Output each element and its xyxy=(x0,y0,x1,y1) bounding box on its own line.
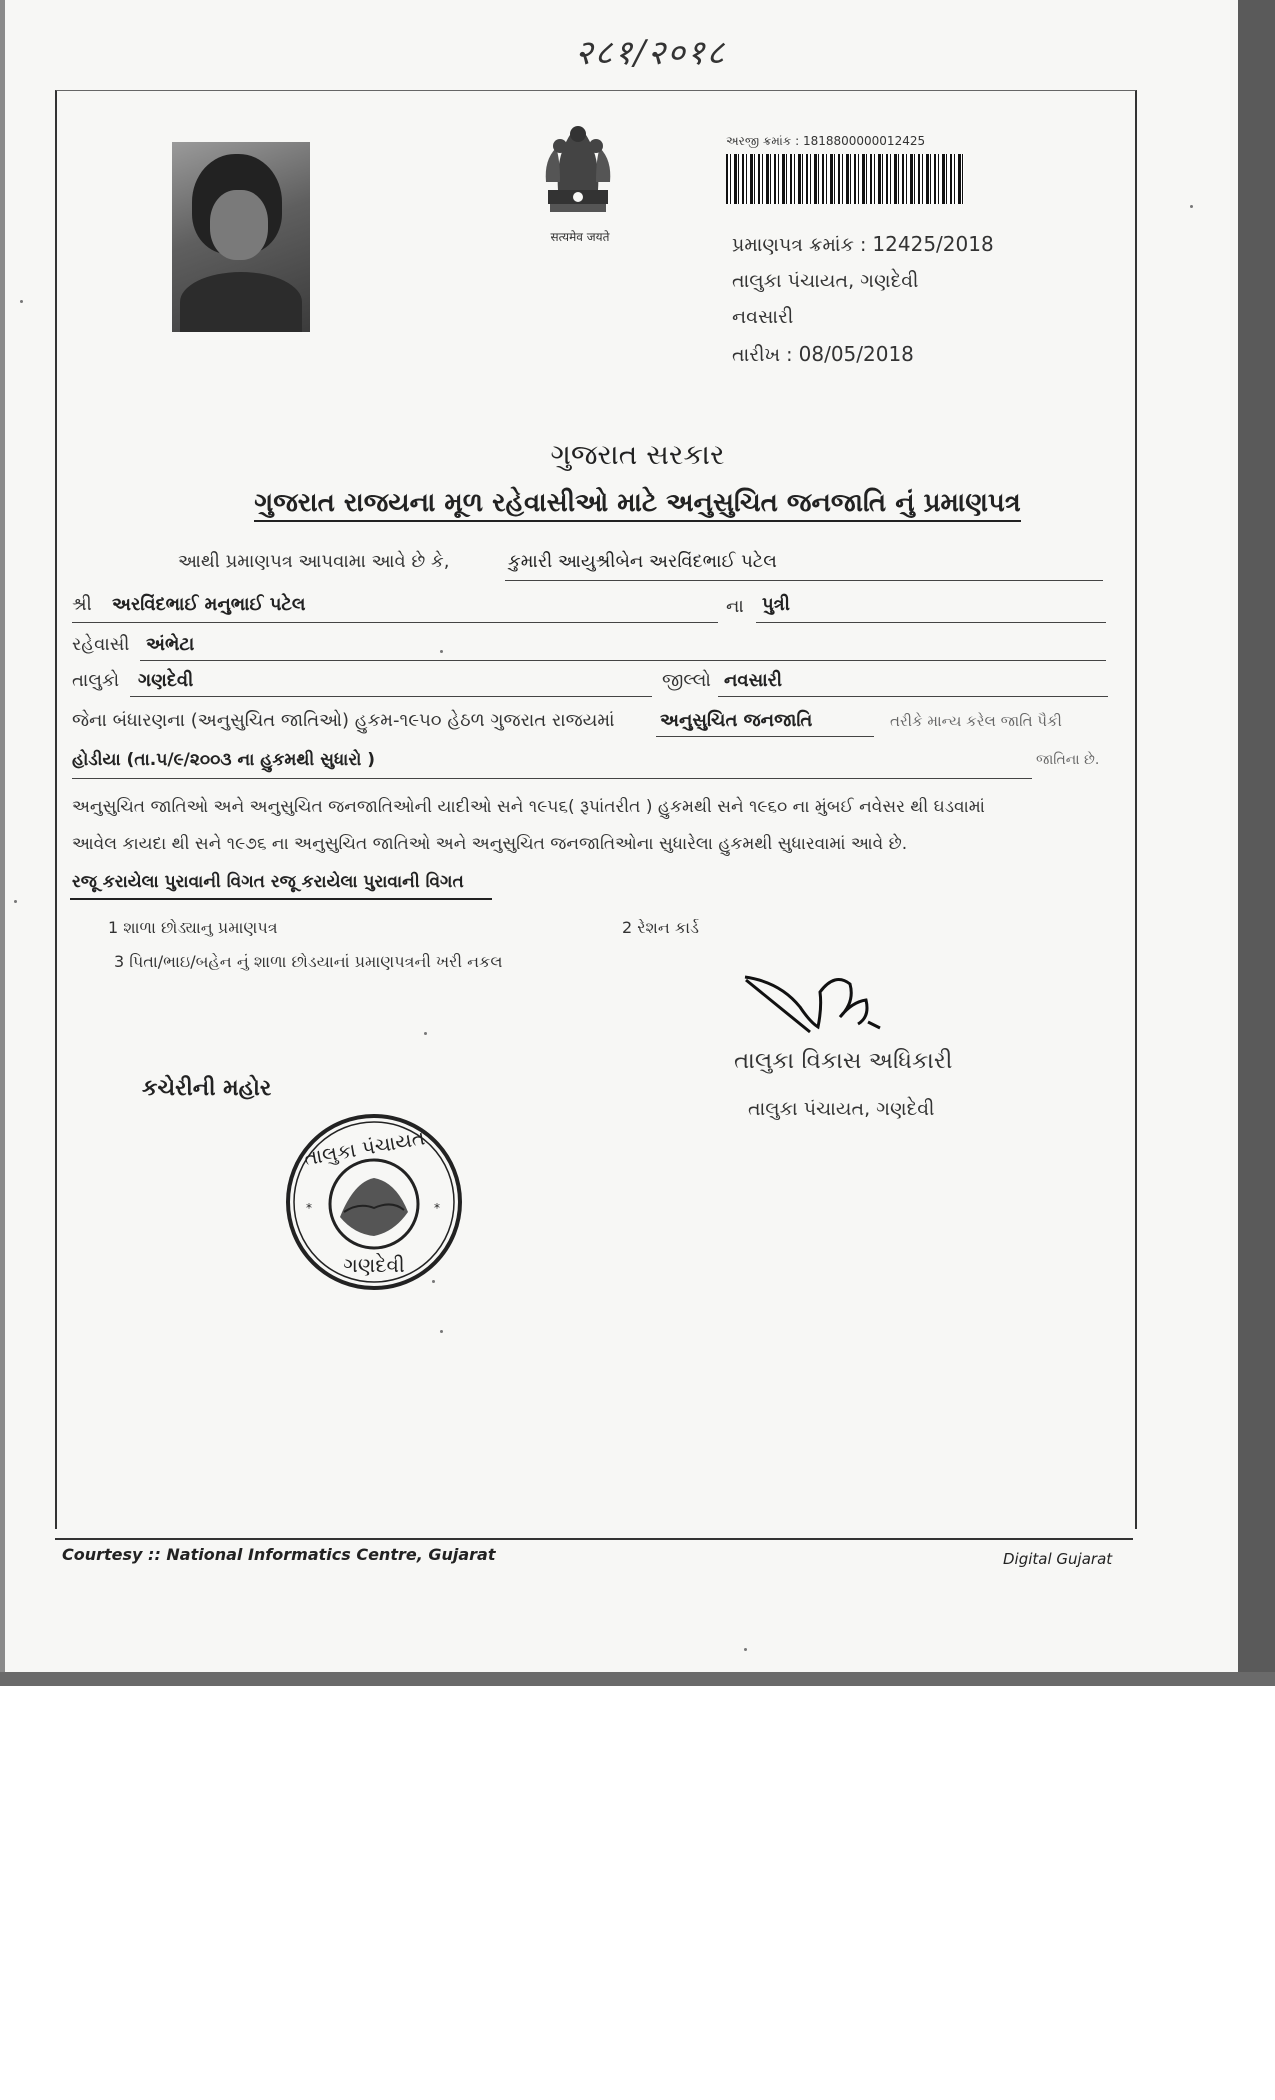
evidence-item-3: 3 પિતા/ભાઇ/બહેન નું શાળા છોડયાનાં પ્રમાણપત્રની ખરી નકલ xyxy=(114,952,503,971)
footer-courtesy: Courtesy :: National Informatics Centre, Gujarat xyxy=(62,1545,496,1564)
barcode xyxy=(726,154,964,204)
certificate-number: પ્રમાણપત્ર ક્રમાંક : 12425/2018 xyxy=(732,232,994,256)
issue-date: તારીખ : 08/05/2018 xyxy=(732,342,914,366)
footer-rule xyxy=(55,1538,1133,1540)
scan-speck xyxy=(432,1280,435,1283)
scan-edge-right xyxy=(1238,0,1275,1685)
ashoka-emblem-icon xyxy=(528,112,628,227)
district-line xyxy=(718,696,1108,697)
caste-text: હોડીયા (તા.૫/૯/૨૦૦૩ ના હુકમથી સુધારો ) xyxy=(72,750,376,770)
caste-line xyxy=(72,778,1032,779)
evidence-heading: રજૂ કરાયેલા પુરાવાની વિગત રજૂ કરાયેલા પુરાવાની વિગત xyxy=(72,872,464,892)
scan-edge-left xyxy=(0,0,5,1685)
father-line xyxy=(72,622,718,623)
relation-line xyxy=(756,622,1106,623)
signatory-office: તાલુકા પંચાયત, ગણદેવી xyxy=(748,1098,935,1120)
recognized-text: તરીકે માન્ય કરેલ જાતિ પૈકી xyxy=(890,712,1062,730)
category: અનુસુચિત જનજાતિ xyxy=(660,710,813,731)
scan-speck xyxy=(14,900,17,903)
svg-text:*: * xyxy=(434,1201,440,1215)
district-label: જીલ્લો xyxy=(662,670,711,691)
scan-edge-bottom xyxy=(0,1672,1275,1686)
village-name: અંભેટા xyxy=(146,634,195,655)
relation: પુત્રી xyxy=(762,594,790,615)
taluka-label: તાલુકો xyxy=(72,670,120,691)
application-number: અરજી ક્રમાંક : 1818800000012425 xyxy=(726,134,926,148)
scan-speck xyxy=(440,1330,443,1333)
scan-speck xyxy=(424,1032,427,1035)
resident-label: રહેવાસી xyxy=(72,634,130,655)
taluka-panchayat-seal-icon xyxy=(284,1112,464,1292)
district-value: નવસારી xyxy=(724,670,783,691)
taluka-name: ગણદેવી xyxy=(138,670,194,691)
paragraph-line-1: અનુસુચિત જાતિઓ અને અનુસુચિત જનજાતિઓની યાદીઓ સને ૧૯૫૬( રૂપાંતરીત ) હુકમથી સને ૧૯૬૦ ના મુંબઈ નવેસર થી ઘડવામાં xyxy=(72,797,985,817)
district-name: નવસારી xyxy=(732,306,794,328)
government-heading: ગુજરાત સરકાર xyxy=(550,438,725,471)
village-line xyxy=(140,660,1106,661)
applicant-name: કુમારી આયુશ્રીબેન અરવિંદભાઈ પટેલ xyxy=(508,551,777,572)
intro-text: આથી પ્રમાણપત્ર આપવામા આવે છે કે, xyxy=(178,551,450,572)
handwritten-note: २८१/२०१८ xyxy=(575,33,727,73)
caste-suffix: જાતિના છે. xyxy=(1036,752,1100,768)
evidence-item-2: 2 રેશન કાર્ડ xyxy=(622,918,699,937)
office-name: તાલુકા પંચાયત, ગણદેવી xyxy=(732,270,919,292)
svg-text:*: * xyxy=(306,1201,312,1215)
certificate-title: ગુજરાત રાજયના મૂળ રહેવાસીઓ માટે અનુસુચિત જનજાતિ નું પ્રમાણપત્ર xyxy=(0,488,1275,519)
order-text: જેના બંધારણના (અનુસુચિત જાતિઓ) હુકમ-૧૯૫૦ હેઠળ ગુજરાત રાજયમાં xyxy=(72,710,615,731)
category-line xyxy=(656,736,874,737)
footer-digital-gujarat: Digital Gujarat xyxy=(1003,1550,1113,1568)
signatory-title: તાલુકા વિકાસ અધિકારી xyxy=(734,1048,953,1074)
svg-text:ગણદેવી: ગણદેવી xyxy=(343,1253,405,1277)
emblem-motto: सत्यमेव जयते xyxy=(550,230,610,244)
evidence-underline xyxy=(70,898,492,900)
scan-speck xyxy=(1190,205,1193,208)
svg-text:તાલુકા પંચાયત: તાલુકા પંચાયત xyxy=(302,1125,427,1171)
scan-speck xyxy=(20,300,23,303)
father-name: અરવિંદભાઈ મનુભાઈ પટેલ xyxy=(112,594,306,615)
paragraph-line-2: આવેલ કાયદા થી સને ૧૯૭૬ ના અનુસુચિત જાતિઓ અને અનુસુચિત જનજાતિઓના સુધારેલા હુકમથી સુધારવામાં આવે છે. xyxy=(72,834,908,854)
na-label: ના xyxy=(726,596,744,617)
scan-speck xyxy=(440,650,443,653)
evidence-item-1: 1 શાળા છોડ્યાનુ પ્રમાણપત્ર xyxy=(108,918,278,937)
scan-speck xyxy=(744,1648,747,1651)
officer-signature xyxy=(740,962,890,1042)
name-line xyxy=(505,580,1103,581)
taluka-line xyxy=(130,696,652,697)
applicant-photo xyxy=(172,142,310,332)
office-stamp-label: કચેરીની મહોર xyxy=(142,1076,272,1101)
shri-label: શ્રી xyxy=(72,594,92,615)
